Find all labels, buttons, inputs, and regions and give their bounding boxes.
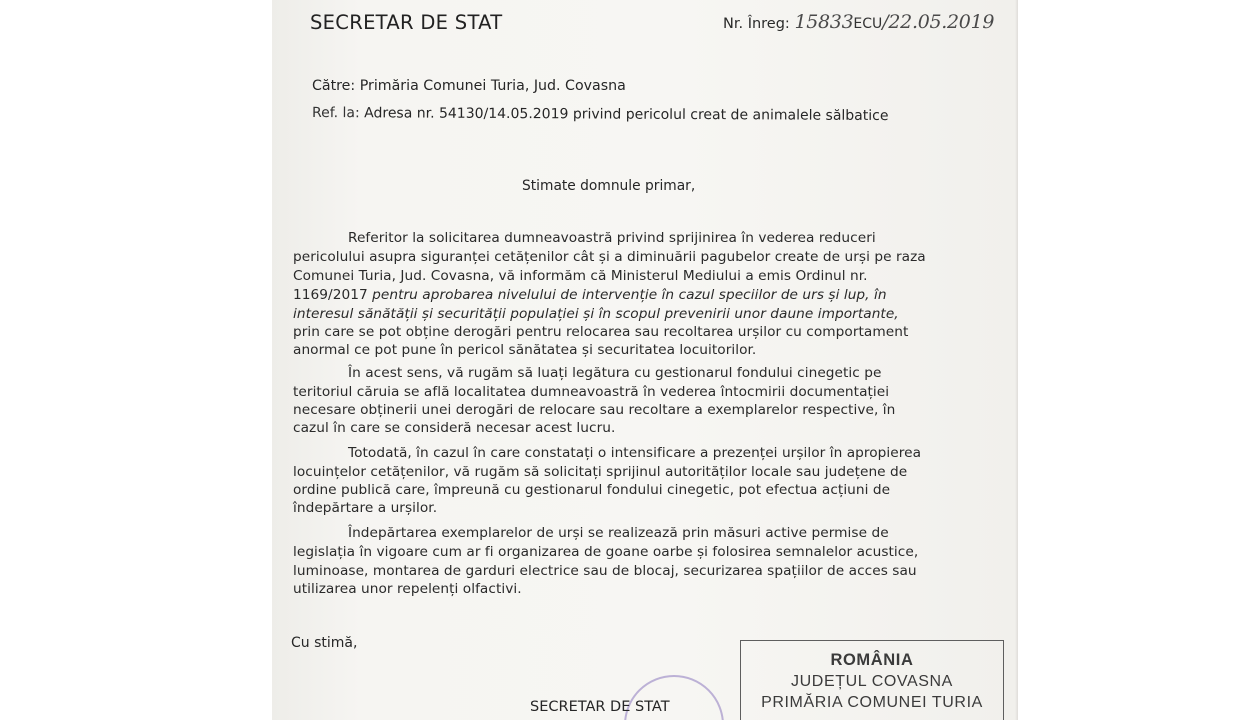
paragraph-line: necesare obținerii unei derogări de relocare sau recoltare a exemplarelor respective, în bbox=[293, 402, 896, 418]
stamp-county: JUDEȚUL COVASNA bbox=[791, 673, 953, 690]
paragraph-line: pericolului asupra siguranței cetățenilor cât și a diminuării pagubelor create de urși pe raza bbox=[293, 249, 926, 265]
paragraph-line: Referitor la solicitarea dumneavoastră privind sprijinirea în vederea reduceri bbox=[348, 230, 876, 246]
paragraph-line: În acest sens, vă rugăm să luați legătura cu gestionarul fondului cinegetic pe bbox=[348, 365, 882, 381]
closing: Cu stimă, bbox=[291, 635, 358, 651]
reference-text: Adresa nr. 54130/14.05.2019 privind pericolul creat de animalele sălbatice bbox=[364, 105, 889, 125]
order-title-part-2: interesul sănătății și securității populației și în scopul prevenirii unor daune importante, bbox=[293, 306, 899, 322]
registration-stamp bbox=[740, 640, 1004, 720]
order-number: 1169/2017 bbox=[293, 287, 373, 303]
registration-date: 22.05.2019 bbox=[888, 11, 995, 33]
paragraph-line: anormal ce pot pune în pericol sănătatea și securitatea locuitorilor. bbox=[293, 342, 757, 358]
registration-label: Nr. Înreg: bbox=[723, 16, 790, 32]
paragraph-line bbox=[293, 305, 899, 323]
addressee: Către: Primăria Comunei Turia, Jud. Covasna bbox=[312, 78, 626, 94]
registration-line bbox=[723, 13, 994, 33]
paragraph-line: Comunei Turia, Jud. Covasna, vă informăm că Ministerul Mediului a emis Ordinul nr. bbox=[293, 268, 868, 284]
paragraph-line: locuințelor cetățenilor, vă rugăm să solicitați sprijinul autorităților locale sau județene de bbox=[293, 464, 908, 480]
paragraph-line: Totodată, în cazul în care constatați o intensificare a prezenței urșilor în apropierea bbox=[348, 445, 922, 461]
signatory: SECRETAR DE STAT bbox=[530, 699, 670, 715]
registration-number: 15833 bbox=[794, 11, 854, 33]
stamp-institution: PRIMĂRIA COMUNEI TURIA bbox=[761, 694, 983, 711]
paragraph-line: utilizarea unor repelenți olfactivi. bbox=[293, 581, 522, 597]
reference-label: Ref. la: bbox=[311, 105, 360, 122]
letter-page bbox=[272, 0, 1018, 720]
paragraph-line bbox=[293, 286, 887, 304]
registration-suffix: ECU bbox=[853, 16, 883, 32]
paragraph-line: îndepărtare a urșilor. bbox=[293, 500, 438, 516]
page-edge-shadow bbox=[1015, 0, 1018, 720]
paragraph-line: cazul în care se consideră necesar acest lucru. bbox=[293, 420, 616, 436]
paragraph-line: luminoase, montarea de garduri electrice sau de blocaj, securizarea spațiilor de acces sau bbox=[293, 563, 917, 579]
order-title-part-1: pentru aprobarea nivelului de intervenție în cazul speciilor de urs și lup, în bbox=[372, 287, 887, 303]
stamp-country: ROMÂNIA bbox=[830, 651, 914, 669]
salutation: Stimate domnule primar, bbox=[522, 178, 696, 194]
registration-date-separator: / bbox=[882, 11, 889, 33]
reference-line bbox=[312, 104, 889, 125]
paragraph-line: Îndepărtarea exemplarelor de urși se realizează prin măsuri active permise de bbox=[348, 525, 889, 541]
paragraph-line: teritoriul căruia se află localitatea dumneavoastră în vederea întocmirii documentației bbox=[293, 384, 890, 400]
paragraph-line: legislația în vigoare cum ar fi organizarea de goane oarbe și folosirea semnalelor acustice, bbox=[293, 544, 919, 560]
sender-title: SECRETAR DE STAT bbox=[310, 11, 503, 34]
paragraph-line: ordine publică care, împreună cu gestionarul fondului cinegetic, pot efectua acțiuni de bbox=[293, 482, 891, 498]
paragraph-line: prin care se pot obține derogări pentru relocarea sau recoltarea urșilor cu comportament bbox=[293, 324, 909, 340]
